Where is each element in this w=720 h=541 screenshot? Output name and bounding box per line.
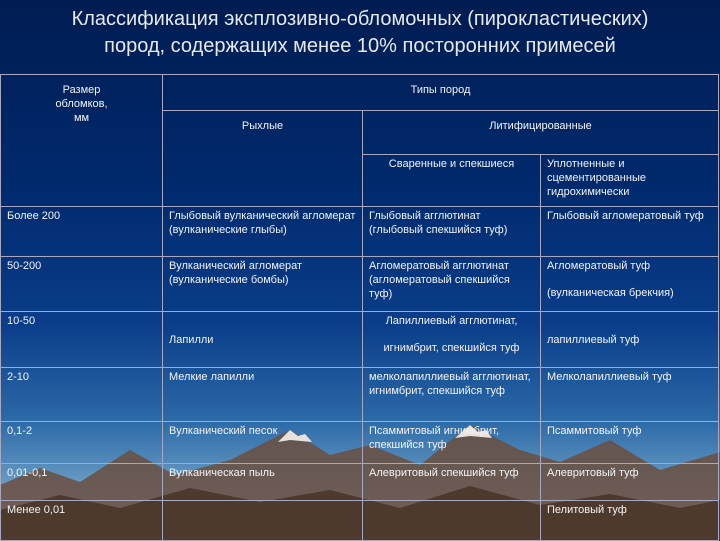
compacted-cell: Мелколапиллиевый туф [541, 368, 719, 422]
size-cell: 0,01-0,1 [1, 464, 163, 501]
compacted-cell [541, 257, 719, 312]
loose-cell: Вулканический агломерат (вулканические бомбы) [163, 257, 363, 312]
page-title [0, 6, 720, 60]
size-cell: 10-50 [1, 312, 163, 368]
size-cell: 50-200 [1, 257, 163, 312]
loose-cell: Вулканическая пыль [163, 464, 363, 501]
compacted-extra: (вулканическая брекчия) [547, 287, 674, 299]
loose-header: Рыхлые [163, 111, 363, 207]
table-row [1, 368, 719, 422]
rock-types-header: Типы пород [163, 75, 719, 111]
size-cell: 0,1-2 [1, 422, 163, 464]
welded-cell [363, 312, 541, 368]
compacted-main: Агломератовый туф [547, 260, 651, 272]
table-row [1, 207, 719, 257]
loose-cell [163, 312, 363, 368]
lithified-header: Литифицированные [363, 111, 719, 155]
table-row [1, 501, 719, 541]
size-cell: Более 200 [1, 207, 163, 257]
welded-cell: Глыбовый агглютинат (глыбовый спекшийся туф) [363, 207, 541, 257]
loose-cell: Мелкие лапилли [163, 368, 363, 422]
classification-table [0, 74, 719, 541]
compacted-cell: Глыбовый агломератовый туф [541, 207, 719, 257]
size-header-line-1: Размер [62, 84, 101, 96]
size-cell: Менее 0,01 [1, 501, 163, 541]
loose-cell: Вулканический песок [163, 422, 363, 464]
compacted-header: Уплотненные и сцементированные гидрохимически [541, 155, 719, 207]
size-header-line-2: обломков, [55, 98, 108, 110]
welded-cell: Псаммитовый игнимбрит, спекшийся туф [363, 422, 541, 464]
size-column-header [1, 75, 163, 207]
size-cell: 2-10 [1, 368, 163, 422]
welded-cell [363, 501, 541, 541]
compacted-main: лапиллиевый туф [547, 333, 640, 346]
size-header-line-3: мм [73, 112, 90, 124]
compacted-cell: Пелитовый туф [541, 501, 719, 541]
table-row [1, 312, 719, 368]
welded-cell: мелколапиллиевый агглютинат, игнимбрит, спекшийся туф [363, 368, 541, 422]
table-row [1, 464, 719, 501]
title-line-2: пород, содержащих менее 10% посторонних примесей [104, 35, 616, 57]
compacted-cell: Псаммитовый туф [541, 422, 719, 464]
welded-extra: игнимбрит, спекшийся туф [383, 342, 520, 354]
loose-cell: Глыбовый вулканический агломерат (вулканические глыбы) [163, 207, 363, 257]
table-row [1, 257, 719, 312]
loose-cell [163, 501, 363, 541]
welded-cell: Алевритовый спекшийся туф [363, 464, 541, 501]
welded-header: Сваренные и спекшиеся [363, 155, 541, 207]
welded-cell: Агломератовый агглютинат (агломератовый спекшийся туф) [363, 257, 541, 312]
loose-main: Лапилли [169, 333, 214, 346]
welded-main: Лапиллиевый агглютинат, [385, 315, 518, 327]
compacted-cell [541, 312, 719, 368]
compacted-cell: Алевритовый туф [541, 464, 719, 501]
table-row [1, 422, 719, 464]
title-line-1: Классификация эксплозивно-обломочных (пирокластических) [71, 8, 649, 30]
